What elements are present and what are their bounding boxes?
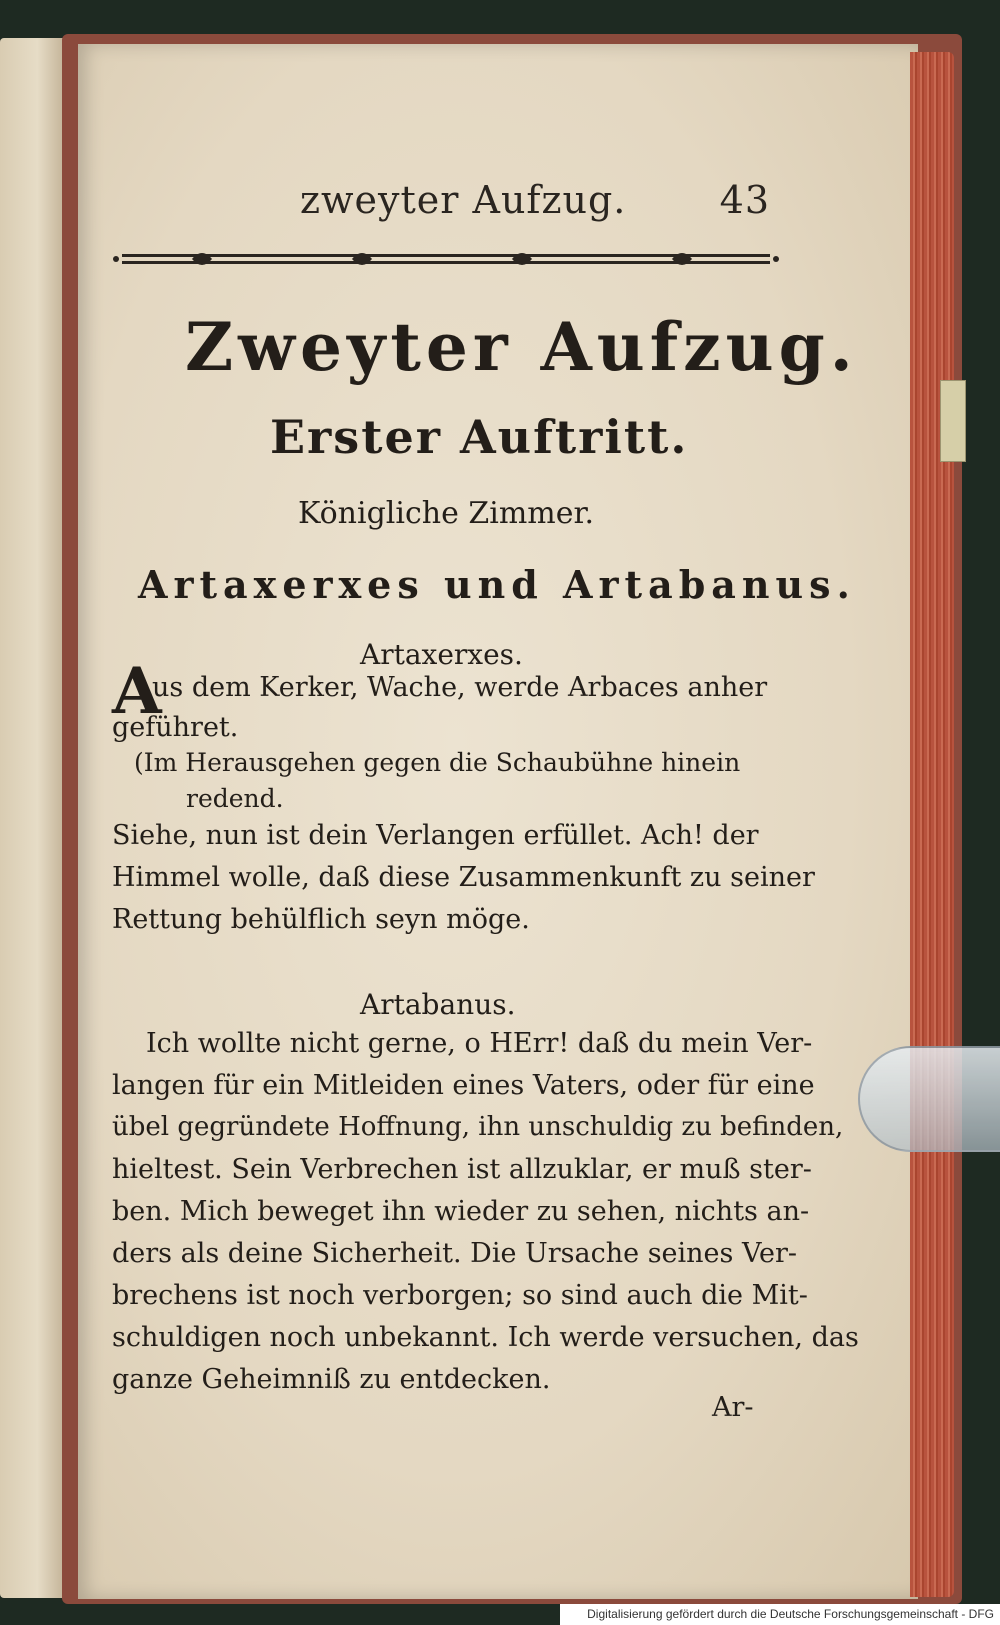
running-head-title: zweyter Aufzug. bbox=[300, 178, 627, 222]
drop-cap: A bbox=[112, 654, 162, 729]
digitization-credit: Digitalisierung gefördert durch die Deutsche Forschungsgemeinschaft - DFG bbox=[560, 1604, 1000, 1625]
facing-page-edge bbox=[0, 38, 68, 1598]
speaker-name: Artaxerxes. bbox=[360, 638, 523, 671]
speaker-name: Artabanus. bbox=[360, 988, 516, 1021]
page-edges bbox=[910, 52, 954, 1597]
text-line: brechens ist noch verborgen; so sind auch die Mit- bbox=[112, 1280, 808, 1311]
text-line: langen für ein Mitleiden eines Vaters, oder für eine bbox=[112, 1070, 815, 1101]
act-title: Zweyter Aufzug. bbox=[185, 308, 858, 386]
text-line: Himmel wolle, daß diese Zusammenkunft zu seiner bbox=[112, 862, 815, 893]
text-line: schuldigen noch unbekannt. Ich werde versuchen, das bbox=[112, 1322, 859, 1353]
page-number: 43 bbox=[719, 178, 770, 222]
glass-page-clip bbox=[858, 1046, 1000, 1152]
text-line: Siehe, nun ist dein Verlangen erfüllet. Ach! der bbox=[112, 820, 759, 851]
stage-direction: redend. bbox=[186, 784, 284, 813]
text-line: hieltest. Sein Verbrechen ist allzuklar, er muß ster- bbox=[112, 1154, 812, 1185]
catchword: Ar- bbox=[712, 1392, 754, 1423]
scene-title: Erster Auftritt. bbox=[270, 410, 689, 464]
text-line: geführet. bbox=[112, 712, 239, 743]
ornamental-rule bbox=[112, 248, 780, 270]
text-line: übel gegründete Hoffnung, ihn unschuldig zu befinden, bbox=[112, 1112, 844, 1142]
stage-direction: (Im Herausgehen gegen die Schaubühne hinein bbox=[134, 748, 741, 777]
characters-line: Artaxerxes und Artabanus. bbox=[138, 562, 856, 607]
text-line: Rettung behülflich seyn möge. bbox=[112, 904, 530, 935]
text-line: Ich wollte nicht gerne, o HErr! daß du mein Ver- bbox=[146, 1028, 813, 1059]
text-line: us dem Kerker, Wache, werde Arbaces anher bbox=[152, 672, 768, 703]
text-line: ben. Mich beweget ihn wieder zu sehen, nichts an- bbox=[112, 1196, 810, 1227]
bookmark-tab bbox=[940, 380, 966, 462]
text-line: ders als deine Sicherheit. Die Ursache seines Ver- bbox=[112, 1238, 798, 1269]
scene-setting: Königliche Zimmer. bbox=[298, 496, 595, 531]
text-line: ganze Geheimniß zu entdecken. bbox=[112, 1364, 551, 1395]
